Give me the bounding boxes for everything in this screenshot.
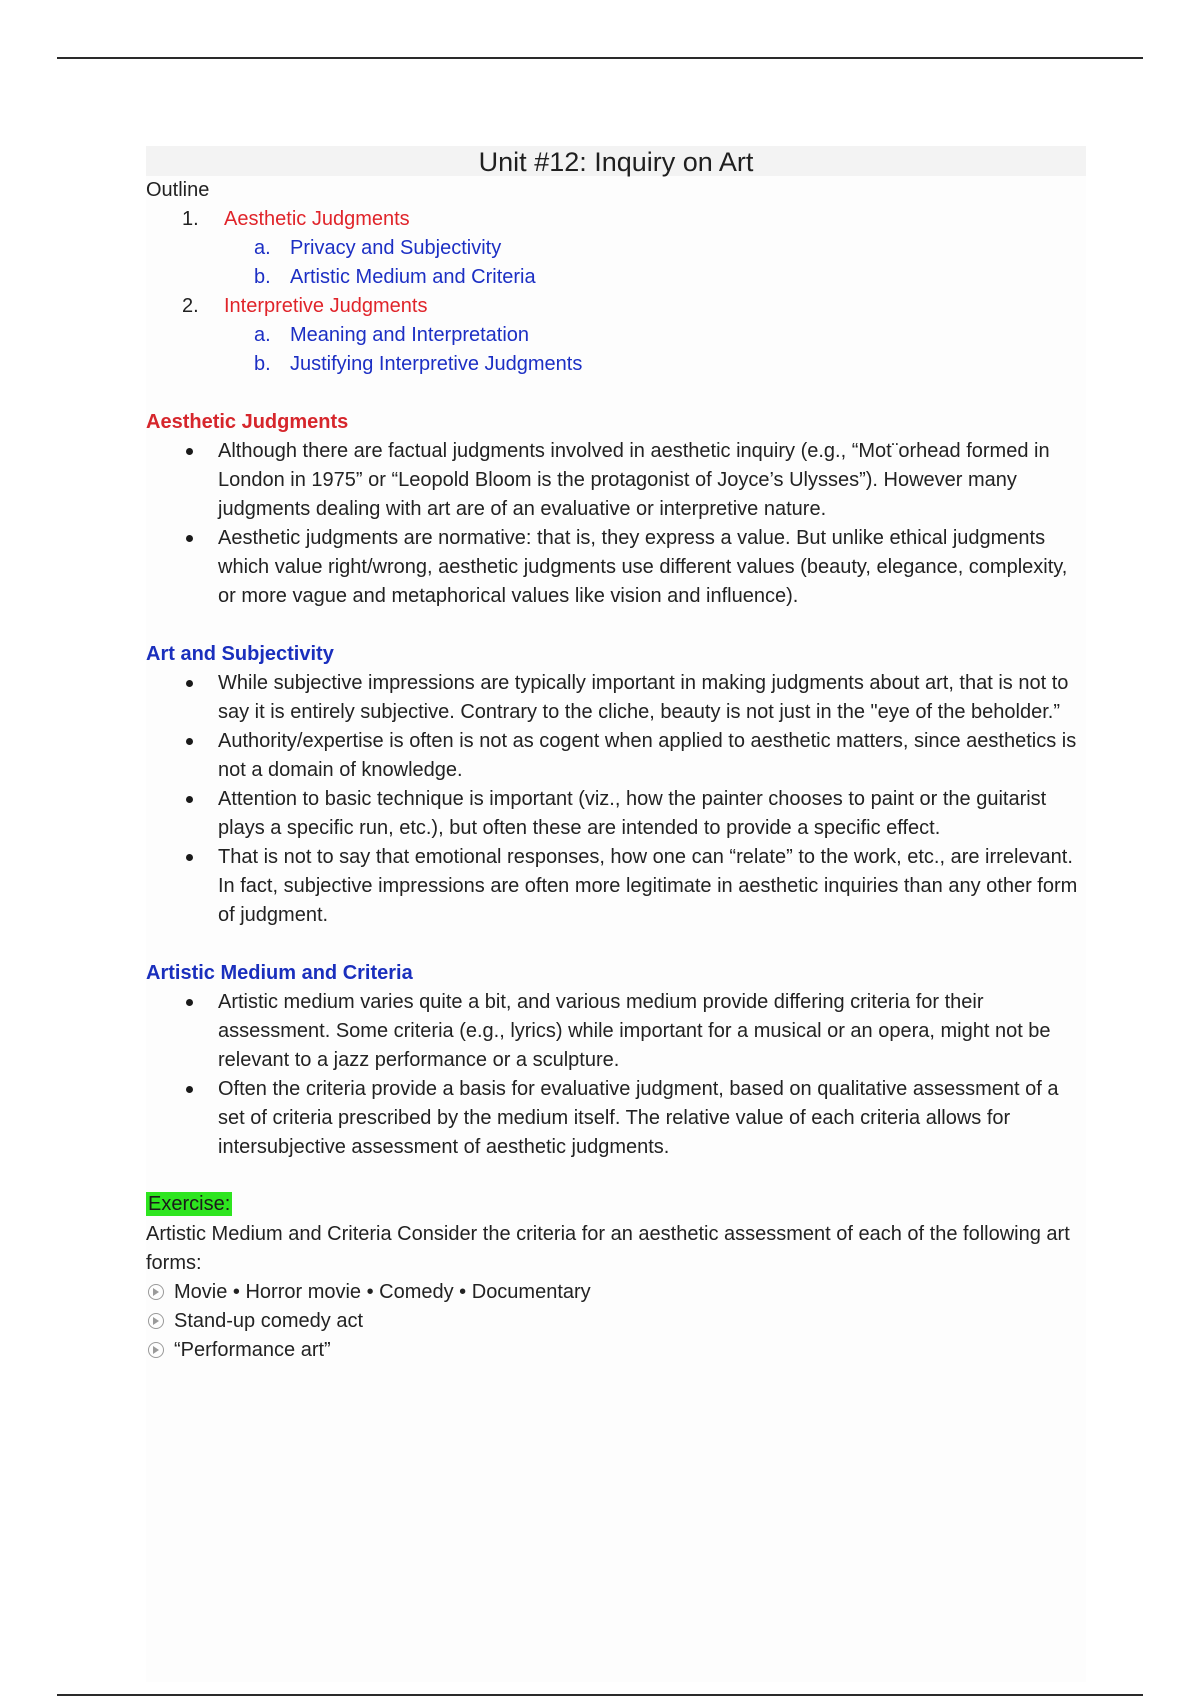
exercise-label-row (146, 1191, 1086, 1220)
bullet-icon (186, 1086, 193, 1093)
outline-letter: b. (254, 266, 271, 288)
bullet-list (146, 669, 1086, 930)
outline-subitem-text: Justifying Interpretive Judgments (290, 353, 583, 375)
outline-subitem-text: Privacy and Subjectivity (290, 237, 502, 259)
bullet-item: Aesthetic judgments are normative: that is, they express a value. But unlike ethical judgments which value right/wrong, aesthetic judgments use different values (beauty, elegance, complexity, or more vague and metaphorical values like vision and influence). (146, 524, 1086, 611)
bullet-item: While subjective impressions are typically important in making judgments about art, that is not to say it is entirely subjective. Contrary to the cliche, beauty is not just in the "eye of the beholder.” (146, 669, 1086, 727)
exercise-item: Stand-up comedy act (146, 1307, 1086, 1336)
bullet-item: Attention to basic technique is important (viz., how the painter chooses to paint or the guitarist plays a specific run, etc.), but often these are intended to provide a specific effect. (146, 785, 1086, 843)
bullet-icon (186, 448, 193, 455)
bottom-rule (57, 1694, 1143, 1696)
page-title: Unit #12: Inquiry on Art (146, 146, 1086, 176)
bullet-list (146, 988, 1086, 1162)
outline-number: 1. (182, 208, 199, 230)
outline-list (146, 205, 1086, 379)
bullet-icon (186, 796, 193, 803)
section-heading-aesthetic-judgments: Aesthetic Judgments (146, 411, 349, 433)
outline-item (146, 205, 1086, 234)
exercise-item: “Performance art” (146, 1336, 1086, 1365)
outline-item-text: Aesthetic Judgments (224, 208, 410, 230)
outline-subitem-text: Meaning and Interpretation (290, 324, 530, 346)
outline-label: Outline (146, 179, 210, 201)
bullet-icon (186, 854, 193, 861)
exercise-intro: Artistic Medium and Criteria Consider the criteria for an aesthetic assessment of each of the following art forms: (146, 1223, 1070, 1274)
bullet-item: Artistic medium varies quite a bit, and various medium provide differing criteria for their assessment. Some criteria (e.g., lyrics) while important for a musical or an opera, might not be relevant to a jazz performance or a sculpture. (146, 988, 1086, 1075)
exercise-label: Exercise: (148, 1193, 231, 1215)
outline-subitem (146, 321, 1086, 350)
bullet-icon (186, 738, 193, 745)
bullet-item: Authority/expertise is often is not as cogent when applied to aesthetic matters, since aesthetics is not a domain of knowledge. (146, 727, 1086, 785)
document-body (146, 146, 1086, 1365)
bullet-item: Although there are factual judgments involved in aesthetic inquiry (e.g., “Mot¨orhead formed in London in 1975” or “Leopold Bloom is the protagonist of Joyce’s Ulysses”). However many judgments dealing with art are of an evaluative or interpretive nature. (146, 437, 1086, 524)
outline-subitem-text: Artistic Medium and Criteria (290, 266, 536, 288)
bullet-item: Often the criteria provide a basis for evaluative judgment, based on qualitative assessment of a set of criteria prescribed by the medium itself. The relative value of each criteria allows for intersubjective assessment of aesthetic judgments. (146, 1075, 1086, 1162)
bullet-icon (186, 999, 193, 1006)
outline-letter: a. (254, 237, 271, 259)
exercise-item: Movie • Horror movie • Comedy • Documentary (146, 1278, 1086, 1307)
outline-subitem (146, 234, 1086, 263)
play-circle-icon (148, 1313, 164, 1329)
section-heading-artistic-medium-and-criteria: Artistic Medium and Criteria (146, 962, 413, 984)
play-circle-icon (148, 1342, 164, 1358)
bullet-icon (186, 680, 193, 687)
bullet-item: That is not to say that emotional responses, how one can “relate” to the work, etc., are irrelevant. In fact, subjective impressions are often more legitimate in aesthetic inquiries than any other form of judgment. (146, 843, 1086, 930)
outline-subitem (146, 350, 1086, 379)
outline-item (146, 292, 1086, 321)
outline-item-text: Interpretive Judgments (224, 295, 428, 317)
outline-letter: b. (254, 353, 271, 375)
section-heading-art-and-subjectivity: Art and Subjectivity (146, 643, 334, 665)
top-rule (57, 57, 1143, 59)
bullet-list (146, 437, 1086, 611)
play-circle-icon (148, 1284, 164, 1300)
outline-number: 2. (182, 295, 199, 317)
outline-subitem (146, 263, 1086, 292)
bullet-icon (186, 535, 193, 542)
outline-letter: a. (254, 324, 271, 346)
